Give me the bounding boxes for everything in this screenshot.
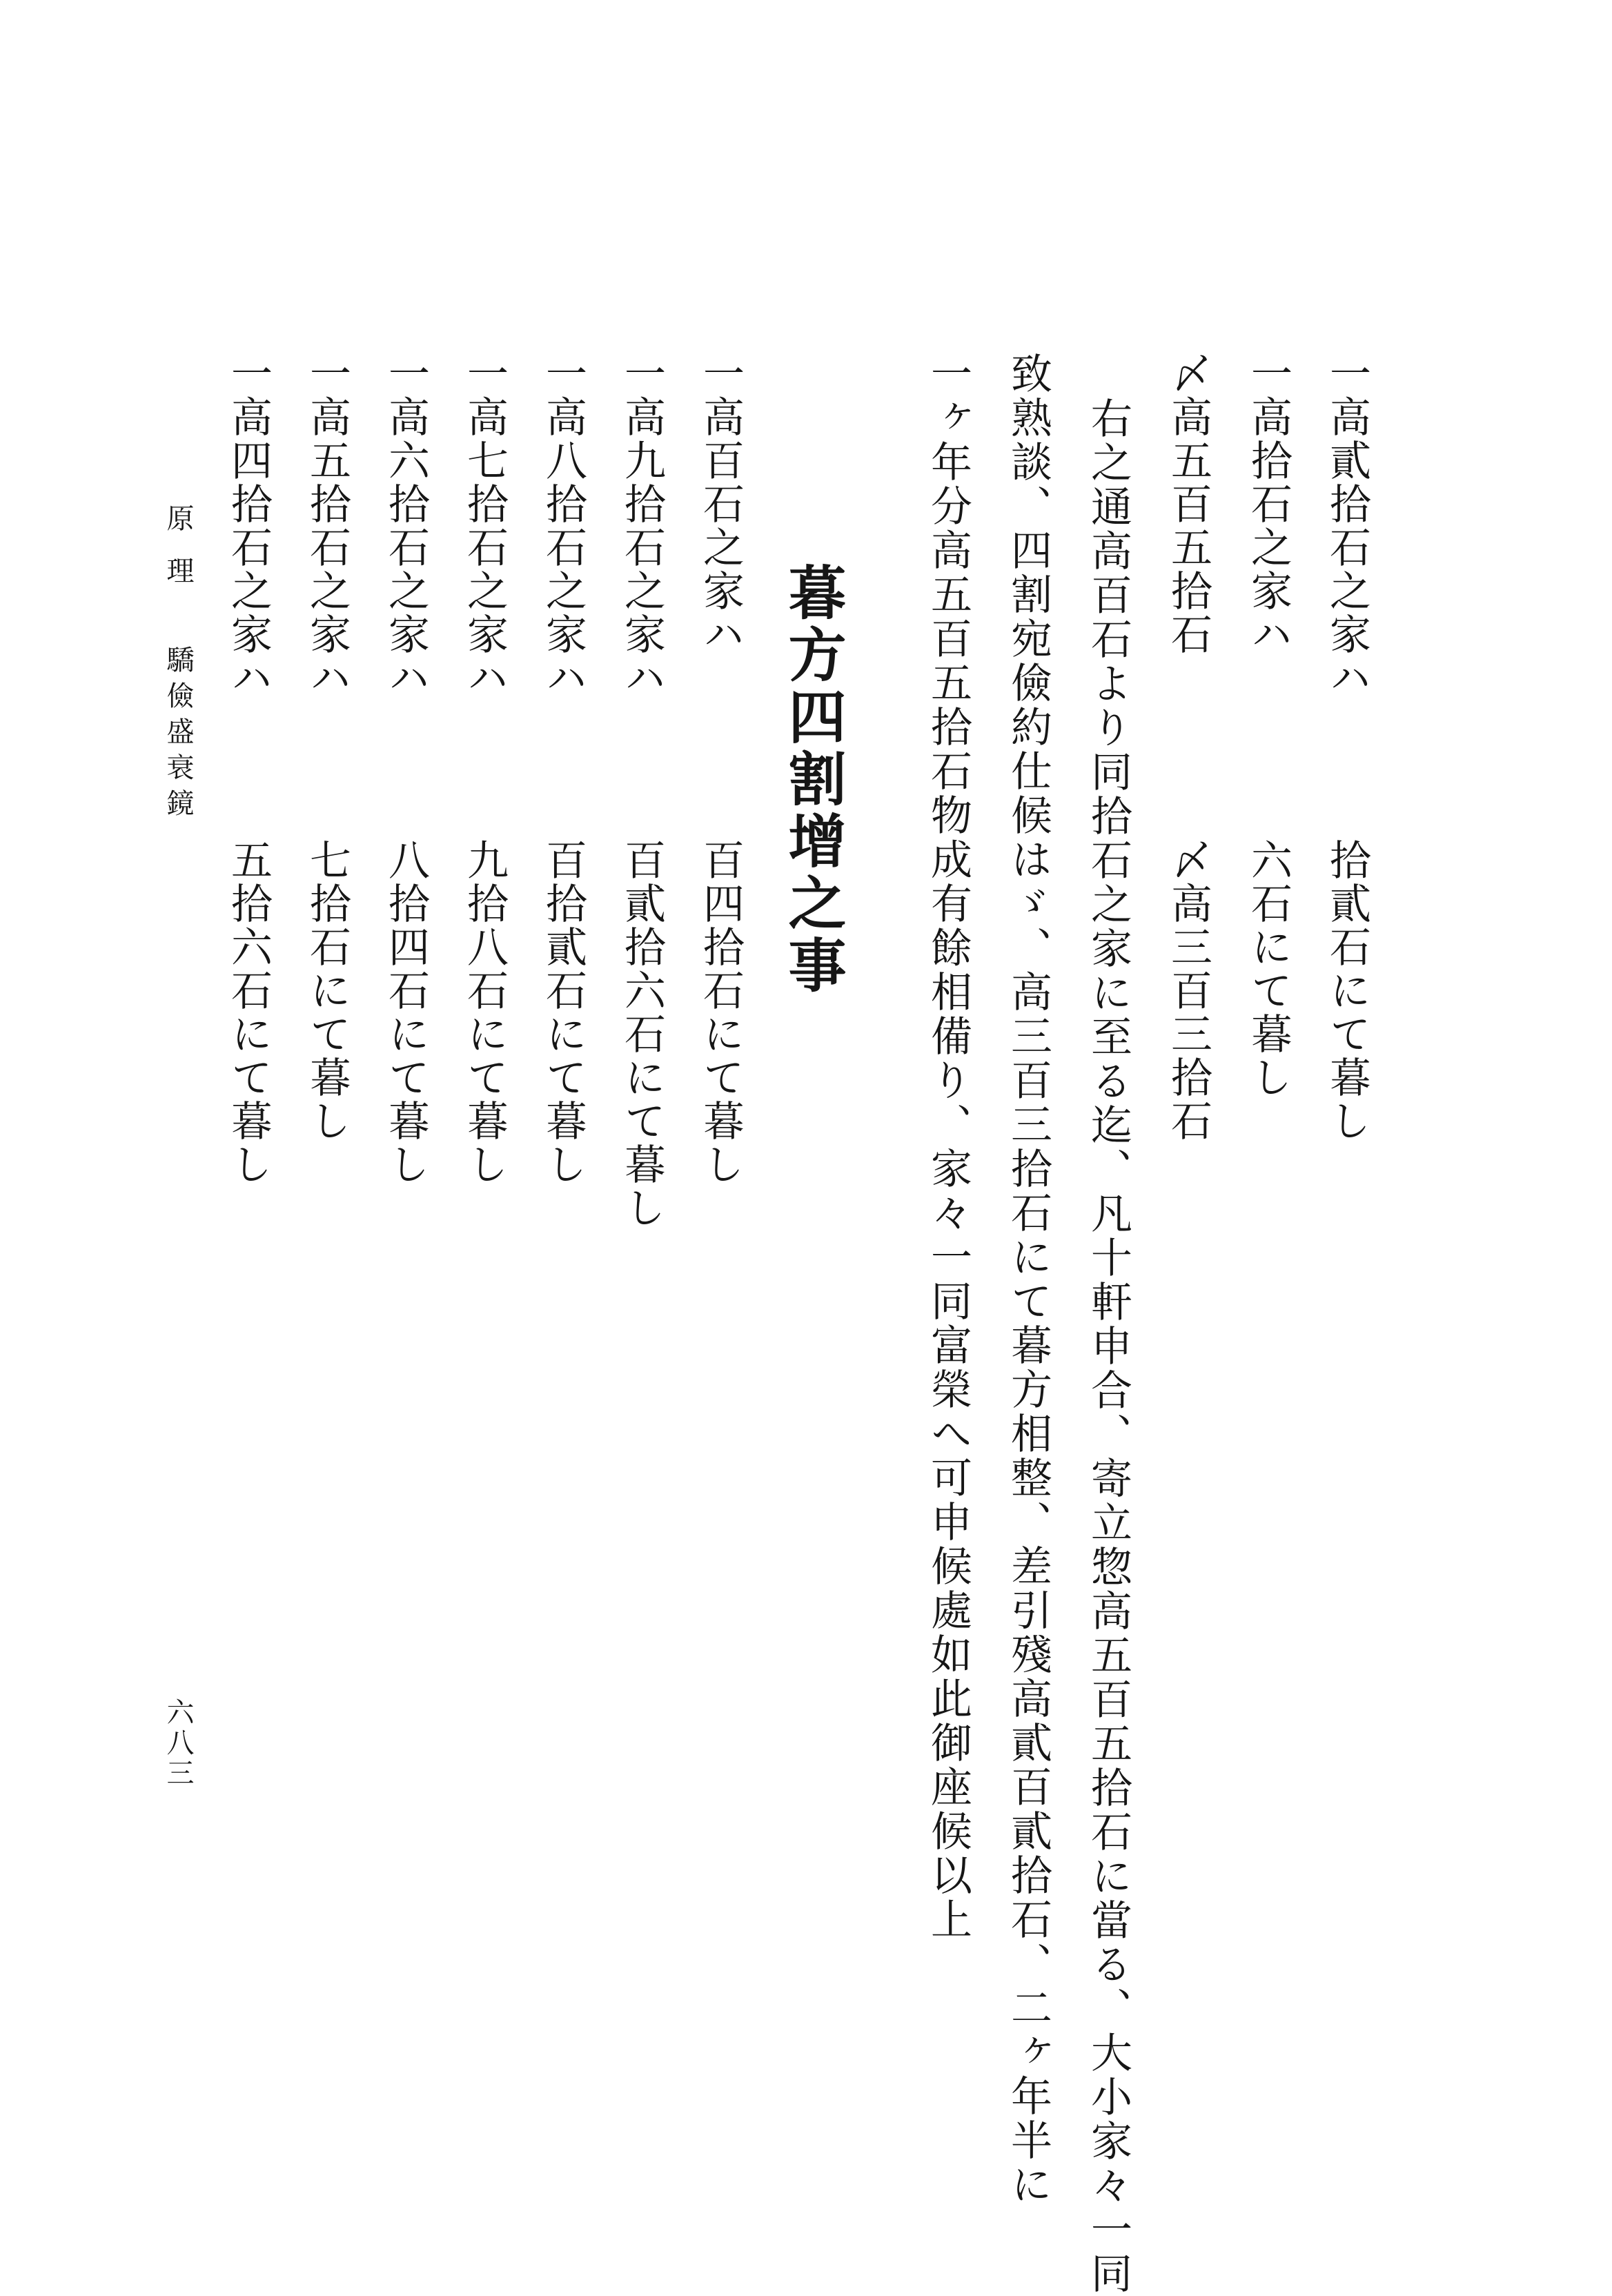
text-column: 一高七拾石之家ハ [460, 352, 509, 700]
text-column: 一高四拾石之家ハ [224, 352, 273, 700]
section-heading: 暮方四割增之事 [779, 562, 847, 997]
paragraph-line: 致熟談、四割宛儉約仕候はゞ、高三百三拾石にて暮方相整、差引殘高貳百貳拾石、二ヶ年半に [1004, 352, 1052, 2207]
text-column: 七拾石にて暮し [303, 838, 351, 1143]
text-column: 六石にて暮し [1244, 838, 1292, 1099]
text-column: 一高百石之家ハ [696, 352, 745, 656]
running-source-label: 原理 [162, 504, 194, 609]
text-column: 一高拾石之家ハ [1244, 352, 1292, 656]
text-column: 一高八拾石之家ハ [539, 352, 587, 700]
text-column: 一高貳拾石之家ハ [1323, 352, 1371, 700]
text-column: 一高五拾石之家ハ [303, 352, 351, 700]
text-column: 百拾貳石にて暮し [539, 838, 587, 1186]
text-column: 〆高三百三拾石 [1164, 838, 1212, 1143]
text-column: 八拾四石にて暮し [382, 838, 430, 1186]
text-column: 百四拾石にて暮し [696, 838, 745, 1186]
running-book-title: 驕儉盛衰鏡 [162, 645, 194, 825]
page-number: 六八三 [162, 1698, 194, 1789]
text-column: 〆高五百五拾石 [1164, 352, 1212, 656]
text-column: 百貳拾六石にて暮し [618, 838, 666, 1230]
text-column: 九拾八石にて暮し [460, 838, 509, 1186]
text-column: 一高九拾石之家ハ [618, 352, 666, 700]
text-column: 拾貳石にて暮し [1323, 838, 1371, 1143]
paragraph-line: 右之通高百石より同拾石之家に至る迄、凡十軒申合、寄立惣高五百五拾石に當る、大小家々一同 [1084, 397, 1132, 2296]
text-column: 一高六拾石之家ハ [382, 352, 430, 700]
paragraph-line: 一ヶ年分高五百五拾石物成有餘相備り、家々一同富榮へ可申候處如此御座候以上 [924, 352, 972, 1942]
text-column: 五拾六石にて暮し [224, 838, 273, 1186]
